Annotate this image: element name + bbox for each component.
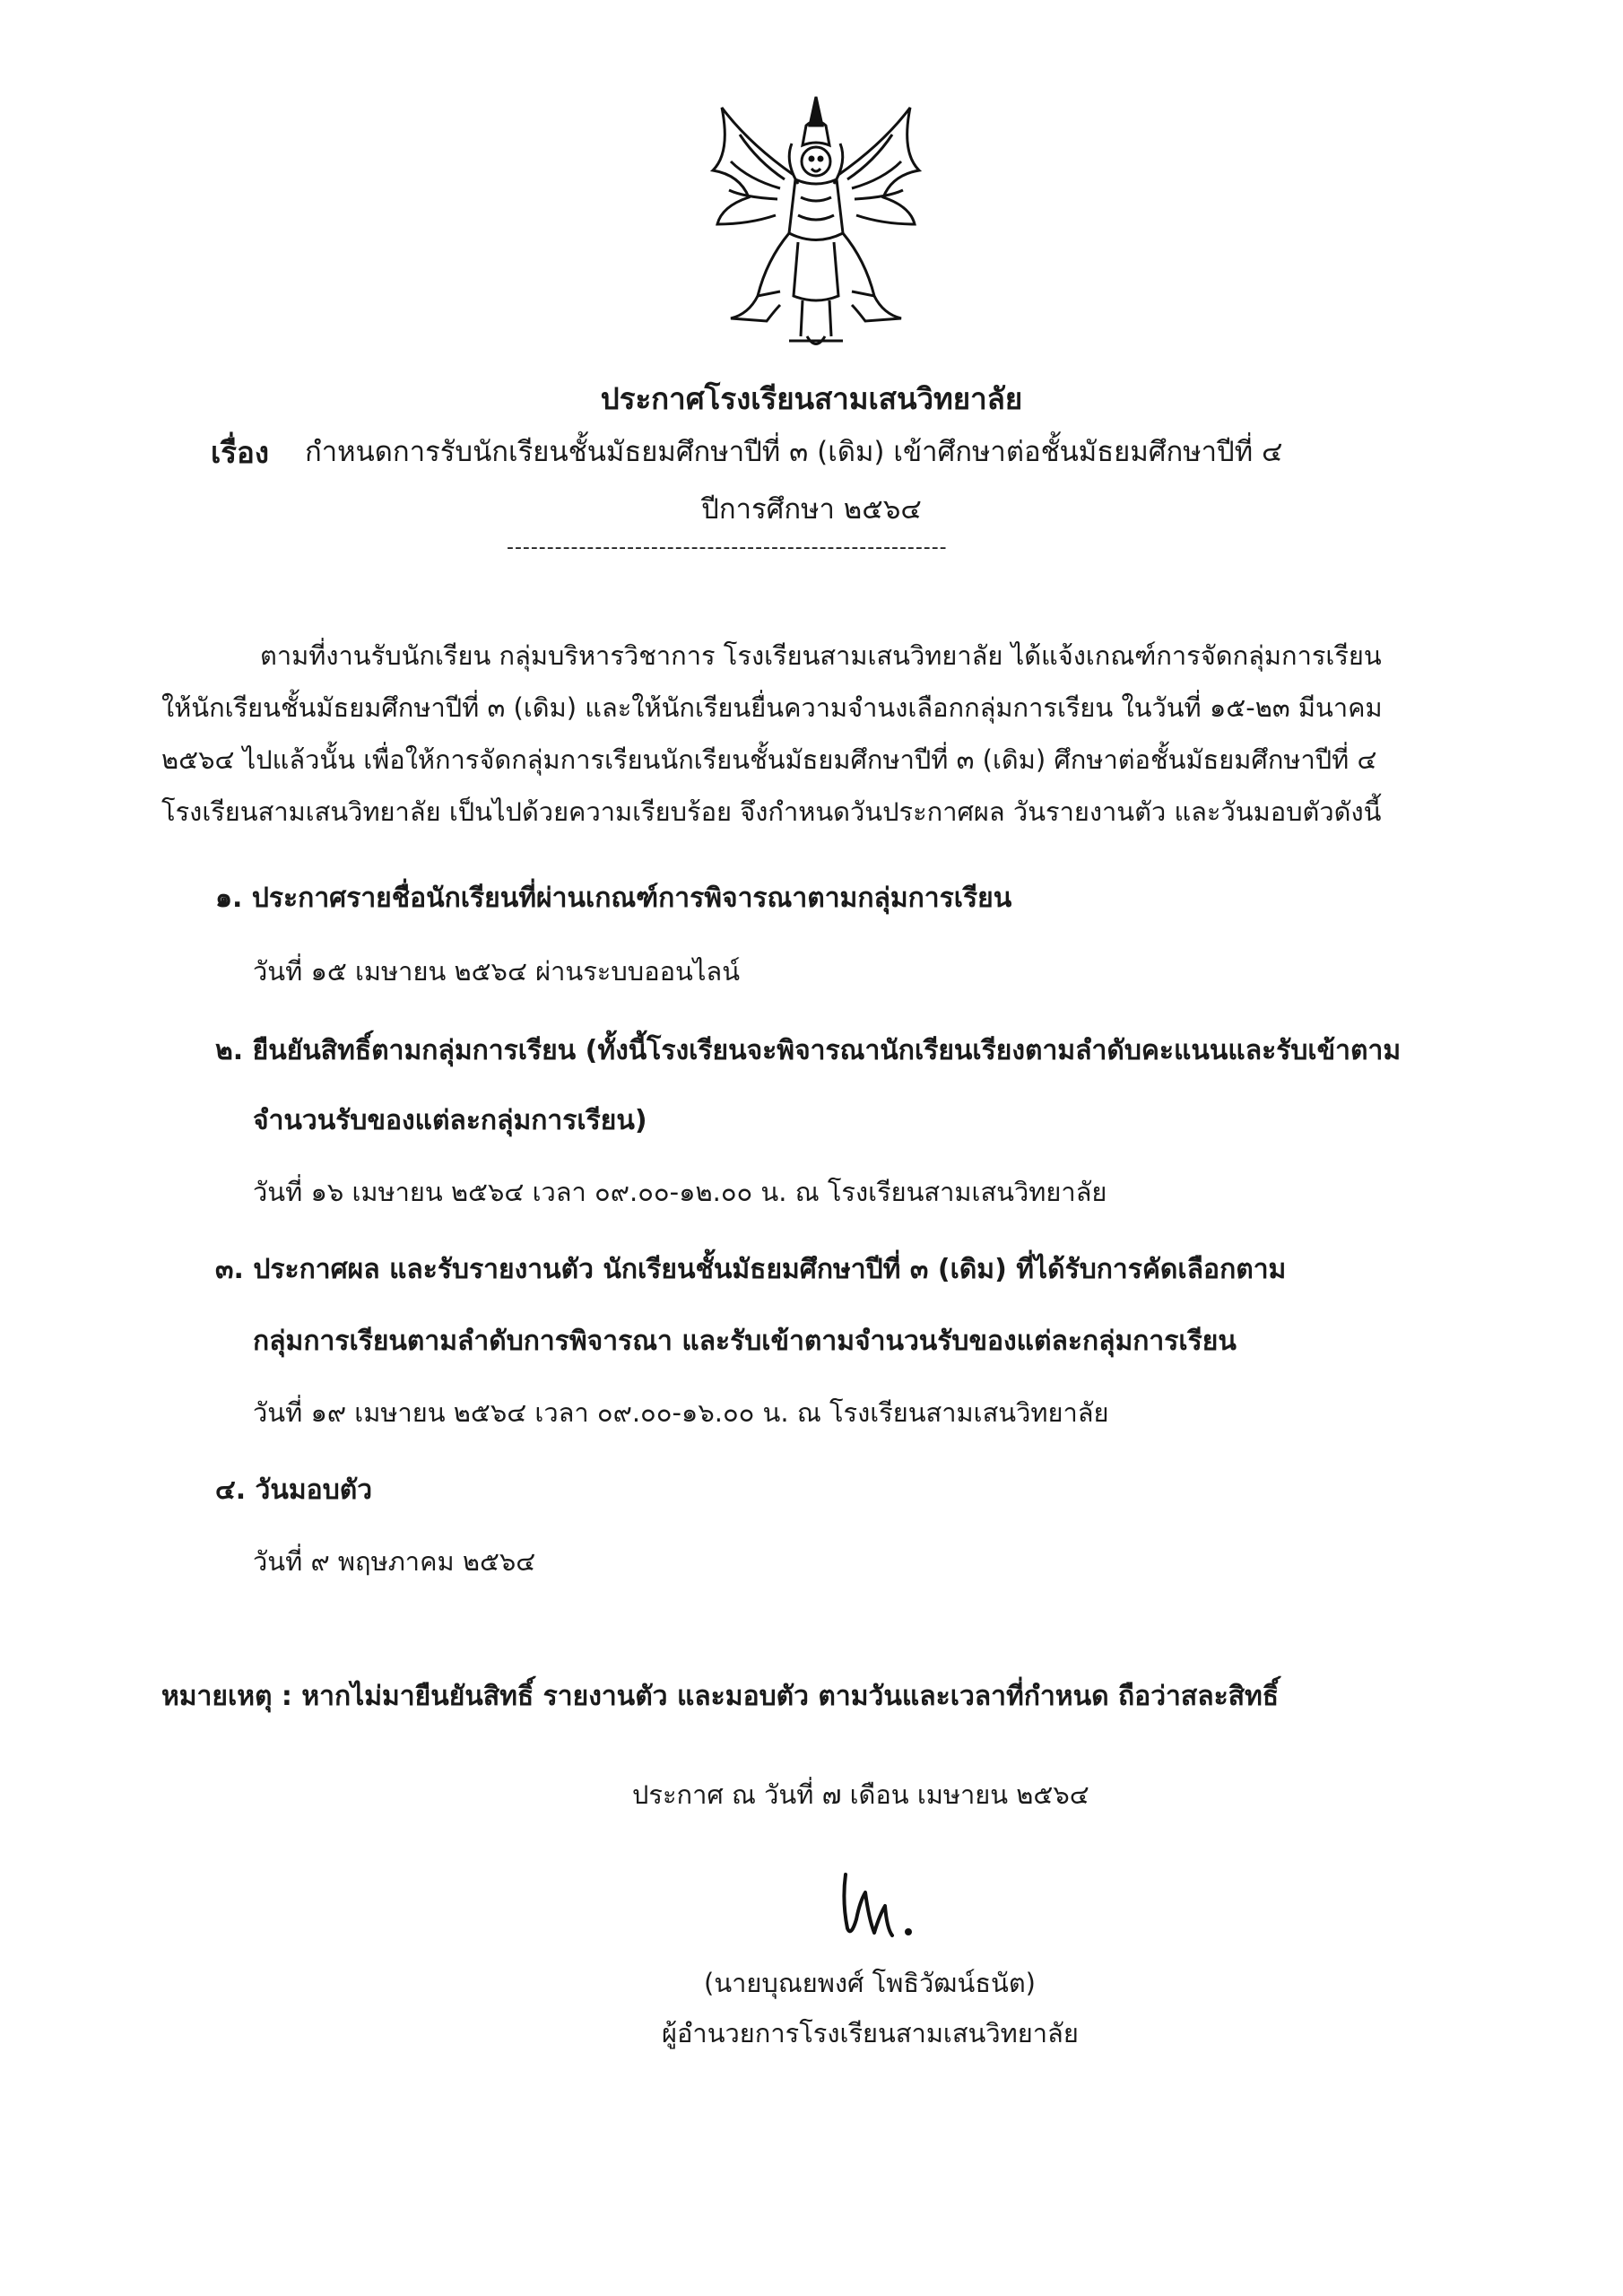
- item-3-continuation: กลุ่มการเรียนตามลำดับการพิจารณา และรับเข้าตามจำนวนรับของแต่ละกลุ่มการเรียน: [253, 1326, 1237, 1357]
- garuda-emblem-icon: [695, 90, 937, 354]
- intro-line-1: ตามที่งานรับนักเรียน กลุ่มบริหารวิชาการ โรงเรียนสามเสนวิทยาลัย ได้แจ้งเกณฑ์การจัดกลุ่มการเรียน: [260, 640, 1382, 671]
- item-2-heading: ๒. ยืนยันสิทธิ์ตามกลุ่มการเรียน (ทั้งนี้โรงเรียนจะพิจารณานักเรียนเรียงตามลำดับคะแนนและรับเข้าตาม: [215, 1035, 1402, 1066]
- item-4-heading: ๔. วันมอบตัว: [215, 1474, 373, 1506]
- signer-name: (นายบุณยพงศ์ โพธิวัฒน์ธนัต): [704, 1968, 1036, 1998]
- signer-position: ผู้อำนวยการโรงเรียนสามเสนวิทยาลัย: [662, 2018, 1079, 2048]
- page-title: ประกาศโรงเรียนสามเสนวิทยาลัย: [600, 381, 1023, 416]
- subject-text: กำหนดการรับนักเรียนชั้นมัธยมศึกษาปีที่ ๓ (เดิม) เข้าศึกษาต่อชั้นมัธยมศึกษาปีที่ ๔: [305, 436, 1283, 468]
- item-3-detail: วันที่ ๑๙ เมษายน ๒๕๖๔ เวลา ๐๙.๐๐-๑๖.๐๐ น. ณ โรงเรียนสามเสนวิทยาลัย: [253, 1397, 1109, 1428]
- signature-icon: [829, 1866, 928, 1946]
- intro-line-3: ๒๕๖๔ ไปแล้วนั้น เพื่อให้การจัดกลุ่มการเรียนนักเรียนชั้นมัธยมศึกษาปีที่ ๓ (เดิม) ศึกษาต่อชั้นมัธยมศึกษาปีที่ ๔: [161, 744, 1377, 775]
- item-1-heading: ๑. ประกาศรายชื่อนักเรียนที่ผ่านเกณฑ์การพิจารณาตามกลุ่มการเรียน: [215, 883, 1012, 914]
- item-3-heading: ๓. ประกาศผล และรับรายงานตัว นักเรียนชั้นมัธยมศึกษาปีที่ ๓ (เดิม) ที่ได้รับการคัดเลือกตาม: [215, 1254, 1287, 1285]
- item-4-detail: วันที่ ๙ พฤษภาคม ๒๕๖๔: [253, 1546, 536, 1577]
- intro-line-2: ให้นักเรียนชั้นมัธยมศึกษาปีที่ ๓ (เดิม) และให้นักเรียนยื่นความจำนงเลือกกลุ่มการเรียน ในวันที่ ๑๕-๒๓ มีนาคม: [161, 692, 1383, 723]
- note-text: หมายเหตุ : หากไม่มายืนยันสิทธิ์ รายงานตัว และมอบตัว ตามวันและเวลาที่กำหนด ถือว่าสละสิทธิ์: [161, 1681, 1280, 1712]
- intro-line-4: โรงเรียนสามเสนวิทยาลัย เป็นไปด้วยความเรียบร้อย จึงกำหนดวันประกาศผล วันรายงานตัว และวันมอบตัวดังนี้: [161, 796, 1382, 827]
- item-2-continuation: จำนวนรับของแต่ละกลุ่มการเรียน): [253, 1105, 647, 1136]
- announced-date: ประกาศ ณ วันที่ ๗ เดือน เมษายน ๒๕๖๔: [632, 1779, 1089, 1810]
- subject-year: ปีการศึกษา ๒๕๖๔: [701, 493, 922, 526]
- item-1-detail: วันที่ ๑๕ เมษายน ๒๕๖๔ ผ่านระบบออนไลน์: [253, 956, 741, 987]
- subject-label: เรื่อง: [211, 435, 269, 470]
- item-2-detail: วันที่ ๑๖ เมษายน ๒๕๖๔ เวลา ๐๙.๐๐-๑๒.๐๐ น. ณ โรงเรียนสามเสนวิทยาลัย: [253, 1177, 1107, 1207]
- title-divider: -------------------------------------------------------: [507, 536, 948, 559]
